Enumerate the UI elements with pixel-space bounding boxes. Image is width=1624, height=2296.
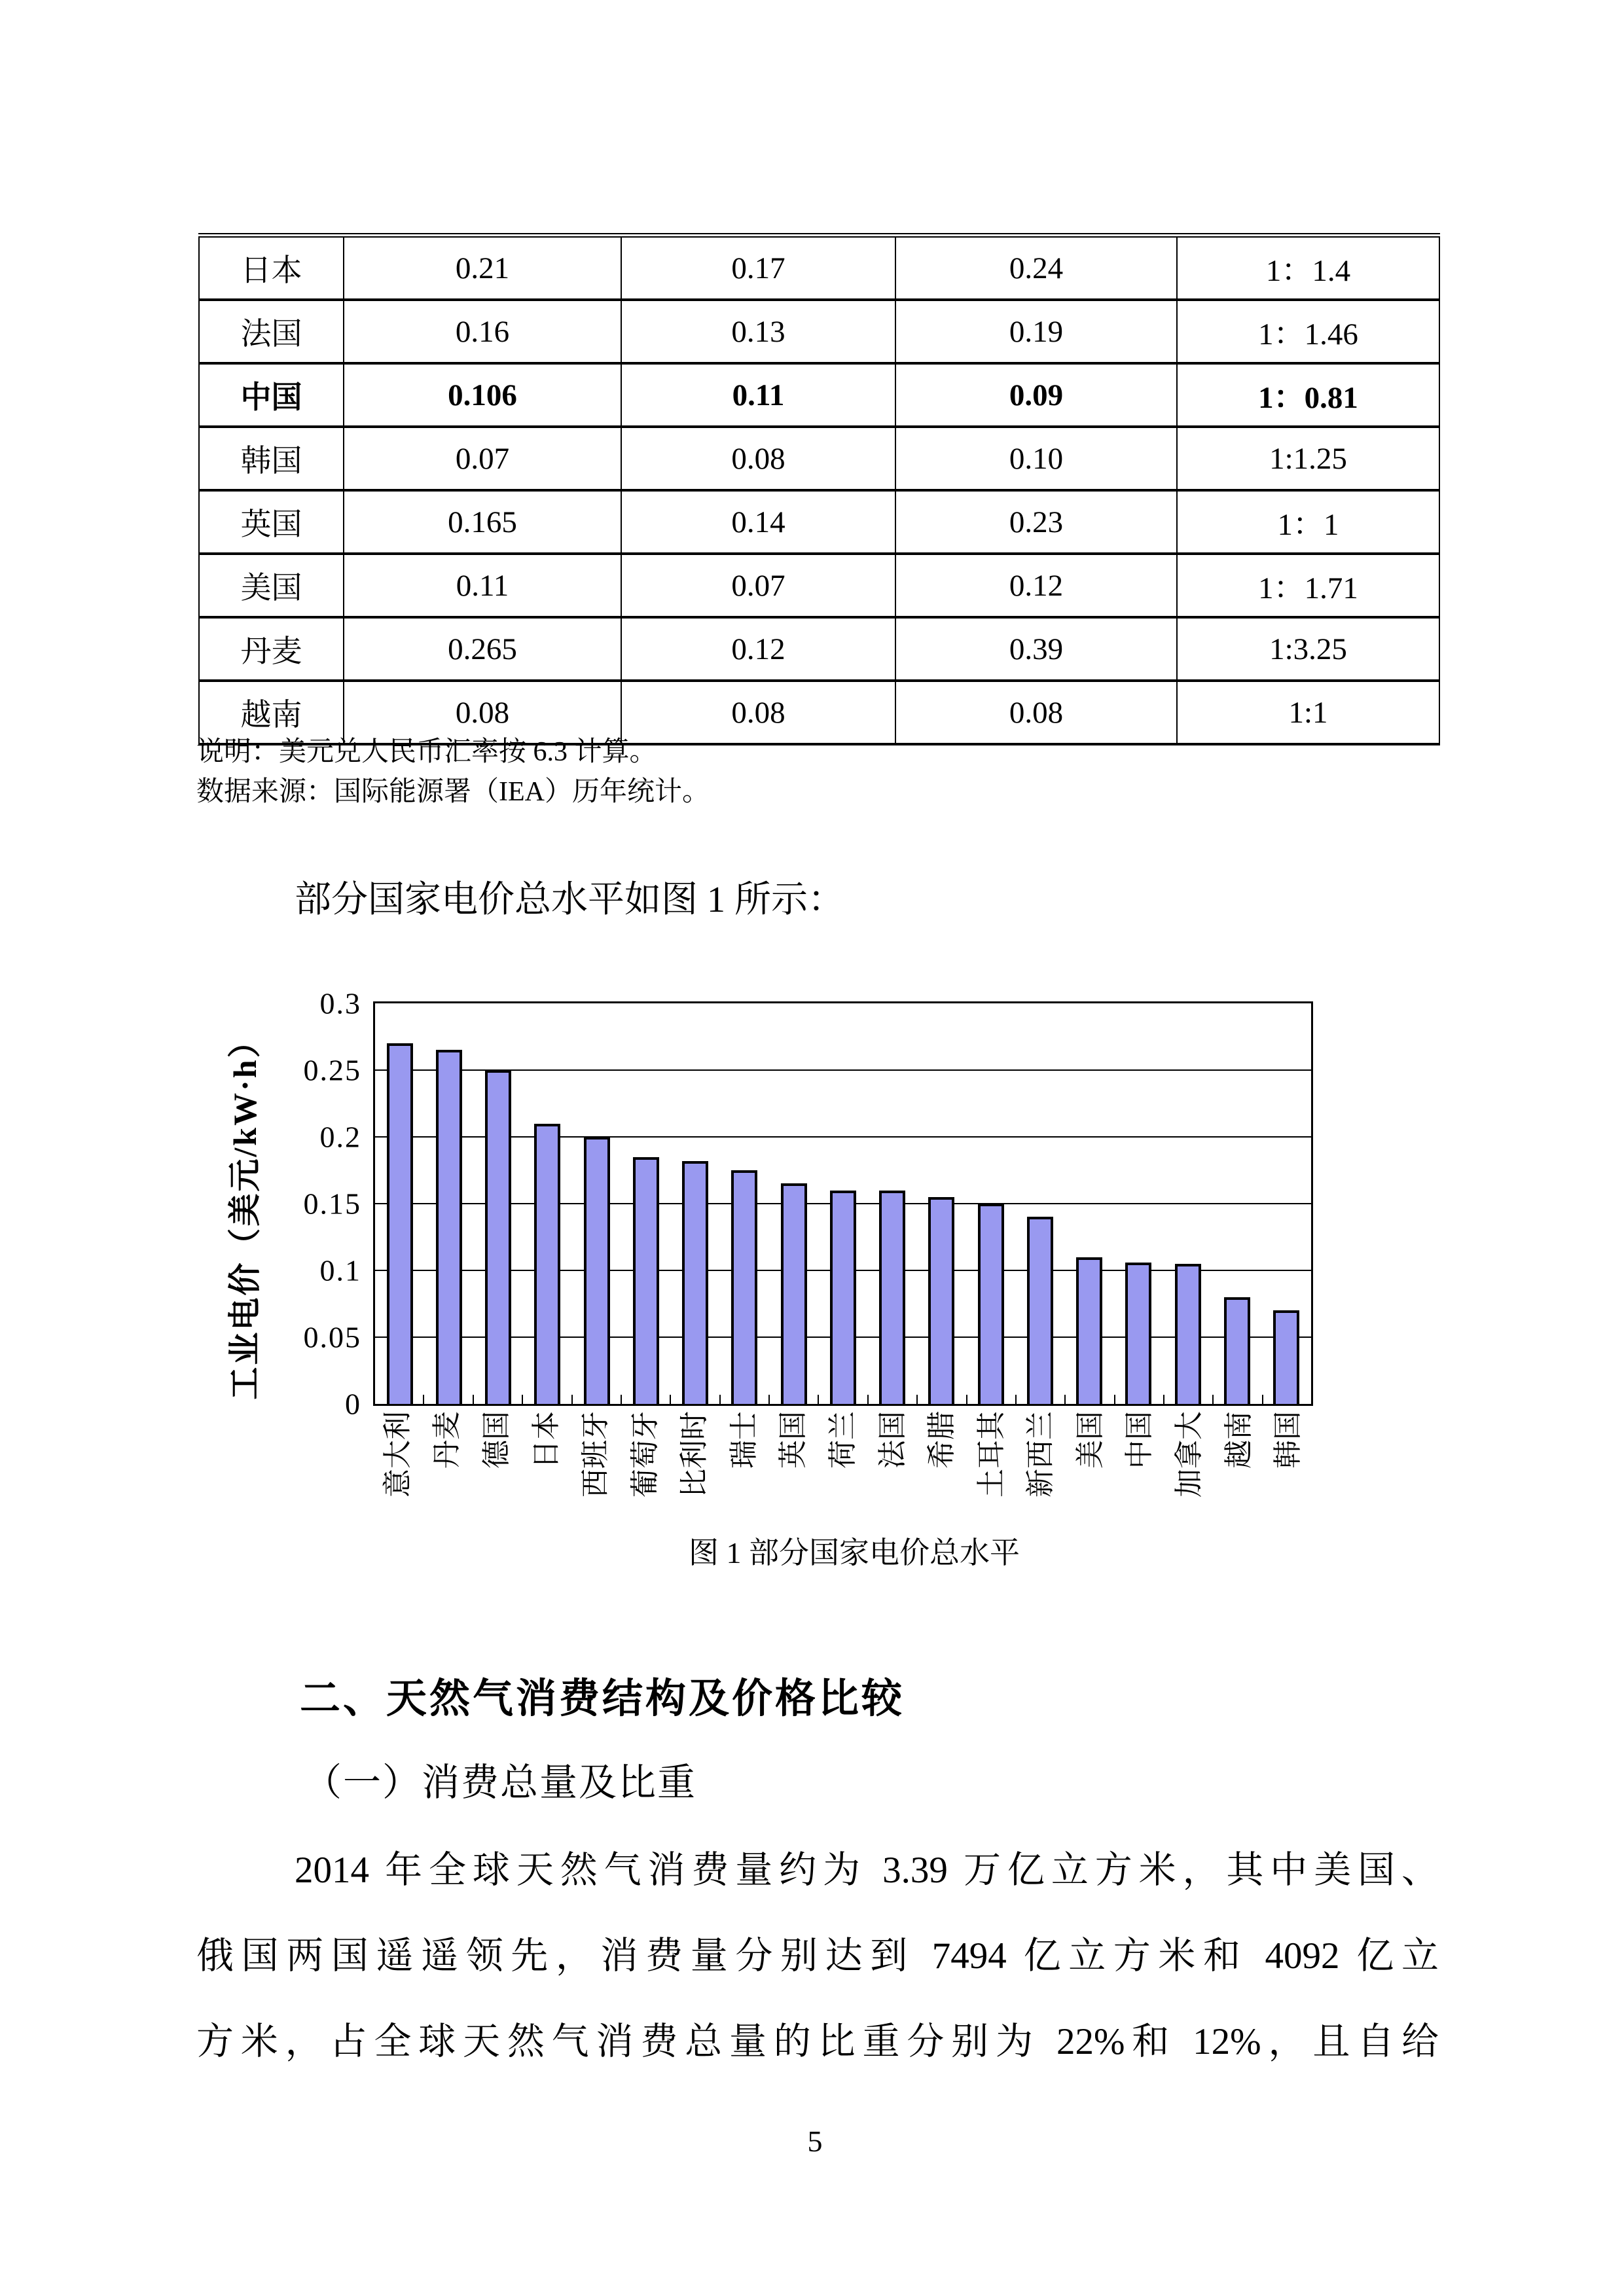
bar — [978, 1204, 1004, 1404]
x-axis-label-text: 希腊 — [926, 1411, 958, 1469]
x-tick — [375, 1395, 424, 1404]
x-axis-label — [472, 1410, 522, 1528]
value-cell: 0.07 — [621, 554, 895, 617]
value-cell: 0.23 — [895, 490, 1177, 554]
value-cell: 1：1.71 — [1177, 554, 1439, 617]
value-cell: 0.11 — [344, 554, 621, 617]
table-notes — [196, 732, 710, 812]
x-axis-label-text: 韩国 — [1272, 1411, 1305, 1469]
x-axis-label — [1115, 1410, 1165, 1528]
x-axis-label-text: 日本 — [530, 1411, 562, 1469]
value-cell: 1:1.25 — [1177, 427, 1439, 490]
x-axis-label-text: 意大利 — [381, 1411, 414, 1498]
value-cell: 1:1 — [1177, 681, 1439, 744]
electricity-price-table — [198, 233, 1440, 745]
chart-plot-area — [373, 1001, 1313, 1406]
bar — [1224, 1297, 1250, 1404]
table-row — [199, 236, 1439, 300]
bar — [928, 1197, 954, 1404]
plot-wrap — [373, 1001, 1313, 1528]
electricity-price-bar-chart — [216, 986, 1313, 1528]
value-cell: 0.08 — [895, 681, 1177, 744]
bar — [781, 1183, 807, 1404]
table-row — [199, 300, 1439, 363]
x-axis-label-text: 西班牙 — [579, 1411, 612, 1498]
value-cell: 0.16 — [344, 300, 621, 363]
x-axis-label — [868, 1410, 918, 1528]
y-tick-label: 0.3 — [319, 986, 361, 1020]
bar — [485, 1070, 511, 1404]
y-tick-label: 0.1 — [319, 1253, 361, 1287]
value-cell: 0.13 — [621, 300, 895, 363]
table-row — [199, 363, 1439, 427]
chart-intro-paragraph: 部分国家电价总水平如图 1 所示： — [295, 880, 844, 920]
bar — [584, 1137, 610, 1404]
value-cell: 0.09 — [895, 363, 1177, 427]
x-axis-label — [1164, 1410, 1214, 1528]
x-tick — [1017, 1395, 1066, 1404]
y-axis-title-text: 工业电价（美元/kW·h） — [226, 1023, 263, 1400]
bar — [1273, 1310, 1299, 1404]
y-tick-label: 0.05 — [303, 1320, 361, 1354]
bar — [879, 1191, 905, 1404]
x-axis-labels — [373, 1410, 1313, 1528]
body-text-line: 方米，占全球天然气消费总量的比重分别为 22%和 12%，且自给 — [196, 2021, 1439, 2062]
x-axis-label-text: 葡萄牙 — [628, 1411, 661, 1498]
x-tick — [671, 1395, 720, 1404]
bars-container — [375, 1003, 1311, 1404]
x-tick — [474, 1395, 523, 1404]
section-heading: 二、天然气消费结构及价格比较 — [300, 1677, 905, 1721]
x-axis-label — [818, 1410, 868, 1528]
x-axis-label-text: 新西兰 — [1024, 1411, 1057, 1498]
value-cell: 0.17 — [621, 236, 895, 300]
x-tick — [1164, 1395, 1214, 1404]
value-cell: 0.08 — [621, 427, 895, 490]
x-axis-label — [1017, 1410, 1066, 1528]
y-tick-label: 0.25 — [303, 1053, 361, 1087]
x-tick — [967, 1395, 1017, 1404]
x-axis-label-text: 土耳其 — [975, 1411, 1007, 1498]
bar — [830, 1191, 856, 1404]
value-cell: 0.12 — [895, 554, 1177, 617]
x-tick — [869, 1395, 918, 1404]
table-row — [199, 427, 1439, 490]
price-table-body — [199, 236, 1439, 745]
x-axis-label-text: 德国 — [480, 1411, 513, 1469]
value-cell: 0.106 — [344, 363, 621, 427]
table-row — [199, 554, 1439, 617]
x-axis-label — [423, 1410, 473, 1528]
x-axis-label-text: 荷兰 — [826, 1411, 859, 1469]
bar — [731, 1170, 757, 1404]
country-cell: 韩国 — [199, 427, 344, 490]
value-cell: 1：1 — [1177, 490, 1439, 554]
body-paragraph — [196, 1827, 1439, 2085]
value-cell: 0.08 — [621, 681, 895, 744]
country-cell: 日本 — [199, 236, 344, 300]
x-axis-label-text: 丹麦 — [431, 1411, 463, 1469]
figure-caption: 图 1 部分国家电价总水平 — [689, 1536, 1020, 1570]
x-axis-label — [373, 1410, 423, 1528]
x-tick — [1066, 1395, 1115, 1404]
body-text-line: 俄国两国遥遥领先，消费量分别达到 7494 亿立方米和 4092 亿立 — [196, 1935, 1439, 1977]
x-tick — [622, 1395, 671, 1404]
x-axis-label-text: 比利时 — [678, 1411, 711, 1498]
bar — [436, 1050, 462, 1404]
value-cell: 0.11 — [621, 363, 895, 427]
x-axis-label — [1066, 1410, 1115, 1528]
x-axis-label — [571, 1410, 621, 1528]
x-axis-label — [769, 1410, 819, 1528]
value-cell: 0.24 — [895, 236, 1177, 300]
table-row — [199, 617, 1439, 681]
x-tick — [770, 1395, 819, 1404]
bar — [387, 1043, 413, 1404]
value-cell: 1:3.25 — [1177, 617, 1439, 681]
table-note-exchange-rate: 说明：美元兑人民币汇率按 6.3 计算。 — [196, 737, 657, 767]
x-axis-label — [917, 1410, 967, 1528]
x-axis-label-text: 英国 — [777, 1411, 810, 1469]
bar — [1125, 1263, 1151, 1404]
x-axis-ticks — [375, 1395, 1311, 1404]
value-cell: 0.21 — [344, 236, 621, 300]
page-number: 5 — [807, 2125, 823, 2158]
value-cell: 0.10 — [895, 427, 1177, 490]
x-tick — [1214, 1395, 1263, 1404]
x-axis-label — [1214, 1410, 1264, 1528]
country-cell: 英国 — [199, 490, 344, 554]
bar — [1175, 1264, 1201, 1404]
value-cell: 1：1.46 — [1177, 300, 1439, 363]
value-cell: 0.12 — [621, 617, 895, 681]
value-cell: 1：1.4 — [1177, 236, 1439, 300]
x-axis-label-text: 美国 — [1074, 1411, 1106, 1469]
x-tick — [573, 1395, 622, 1404]
x-axis-label — [1263, 1410, 1313, 1528]
y-tick-label: 0.2 — [319, 1120, 361, 1154]
value-cell: 0.39 — [895, 617, 1177, 681]
x-axis-label — [670, 1410, 719, 1528]
value-cell: 0.19 — [895, 300, 1177, 363]
country-cell: 越南 — [199, 681, 344, 744]
y-tick-label: 0.15 — [303, 1187, 361, 1221]
x-tick — [523, 1395, 572, 1404]
subsection-heading: （一）消费总量及比重 — [304, 1761, 697, 1804]
value-cell: 0.265 — [344, 617, 621, 681]
value-cell: 0.08 — [344, 681, 621, 744]
x-axis-label — [621, 1410, 670, 1528]
x-tick — [721, 1395, 770, 1404]
body-text-line: 2014 年全球天然气消费量约为 3.39 万亿立方米，其中美国、 — [295, 1850, 1439, 1891]
x-tick — [918, 1395, 967, 1404]
bar — [633, 1157, 659, 1404]
x-axis-label-text: 法国 — [876, 1411, 909, 1469]
x-axis-label — [719, 1410, 769, 1528]
value-cell: 0.07 — [344, 427, 621, 490]
value-cell: 0.14 — [621, 490, 895, 554]
x-tick — [424, 1395, 473, 1404]
x-axis-label — [967, 1410, 1017, 1528]
country-cell: 法国 — [199, 300, 344, 363]
y-axis-ticks — [268, 986, 373, 1421]
bar — [1027, 1217, 1053, 1404]
table-note-data-source: 数据来源：国际能源署（IEA）历年统计。 — [196, 777, 710, 807]
bar — [682, 1161, 708, 1404]
country-cell: 中国 — [199, 363, 344, 427]
bar — [534, 1124, 560, 1404]
x-tick — [1263, 1395, 1311, 1404]
y-axis-title — [216, 1001, 268, 1406]
value-cell: 0.165 — [344, 490, 621, 554]
y-tick-label: 0 — [345, 1387, 361, 1421]
x-tick — [1115, 1395, 1164, 1404]
country-cell: 美国 — [199, 554, 344, 617]
x-tick — [819, 1395, 868, 1404]
x-axis-label-text: 瑞士 — [727, 1411, 760, 1469]
value-cell: 1：0.81 — [1177, 363, 1439, 427]
x-axis-label-text: 中国 — [1123, 1411, 1156, 1469]
x-axis-label — [522, 1410, 571, 1528]
country-cell: 丹麦 — [199, 617, 344, 681]
x-axis-label-text: 加拿大 — [1173, 1411, 1206, 1498]
bar — [1076, 1257, 1102, 1404]
x-axis-label-text: 越南 — [1222, 1411, 1255, 1469]
table-row — [199, 490, 1439, 554]
